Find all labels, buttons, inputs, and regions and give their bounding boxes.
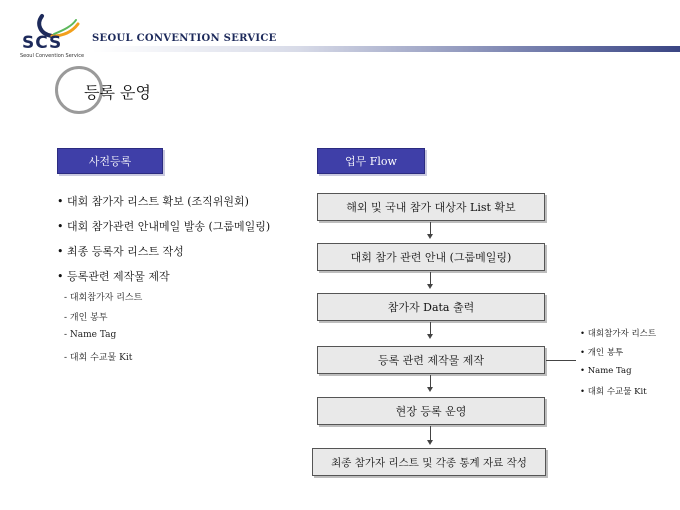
note-item: • 대회참가자 리스트 xyxy=(580,329,657,339)
header-divider-bar xyxy=(92,46,680,52)
flow-arrow xyxy=(430,322,431,334)
flow-arrow xyxy=(430,272,431,284)
flow-step-2: 대회 참가 관련 안내 (그룹메일링) xyxy=(317,243,545,271)
arrow-head-icon xyxy=(427,440,433,445)
pre-registration-header: 사전등록 xyxy=(57,148,163,174)
workflow-header: 업무 Flow xyxy=(317,148,425,174)
arrow-head-icon xyxy=(427,334,433,339)
note-item: • 개인 봉투 xyxy=(580,348,624,358)
arrow-head-icon xyxy=(427,387,433,392)
arrow-head-icon xyxy=(427,284,433,289)
note-item: • Name Tag xyxy=(580,366,632,376)
sub-item: - 대회 수교물 Kit xyxy=(64,353,133,363)
flow-step-1: 해외 및 국내 참가 대상자 List 확보 xyxy=(317,193,545,221)
sub-item: - 대회참가자 리스트 xyxy=(64,293,143,303)
flow-arrow xyxy=(430,375,431,387)
bullet-item: • 대회 참가자 리스트 확보 (조직위원회) xyxy=(57,195,249,208)
sub-item: - Name Tag xyxy=(64,330,117,340)
logo-subtitle: Seoul Convention Service xyxy=(20,53,85,59)
flow-step-5: 현장 등록 운영 xyxy=(317,397,545,425)
flow-step-3: 참가자 Data 출력 xyxy=(317,293,545,321)
logo-text: SCS xyxy=(22,33,63,53)
note-item: • 대회 수교물 Kit xyxy=(580,387,647,397)
flow-step-4: 등록 관련 제작물 제작 xyxy=(317,346,545,374)
arrow-head-icon xyxy=(427,234,433,239)
notes-connector-line xyxy=(546,360,576,361)
bullet-item: • 등록관련 제작물 제작 xyxy=(57,270,170,283)
sub-item: - 개인 봉투 xyxy=(64,313,108,323)
flow-step-6: 최종 참가자 리스트 및 각종 통계 자료 작성 xyxy=(312,448,546,476)
flow-arrow xyxy=(430,222,431,234)
bullet-item: • 대회 참가관련 안내메일 발송 (그룹메일링) xyxy=(57,220,271,233)
bullet-item: • 최종 등록자 리스트 작성 xyxy=(57,245,184,258)
flow-arrow xyxy=(430,426,431,440)
company-name: SEOUL CONVENTION SERVICE xyxy=(92,33,277,44)
page-title: 등록 운영 xyxy=(84,83,151,102)
